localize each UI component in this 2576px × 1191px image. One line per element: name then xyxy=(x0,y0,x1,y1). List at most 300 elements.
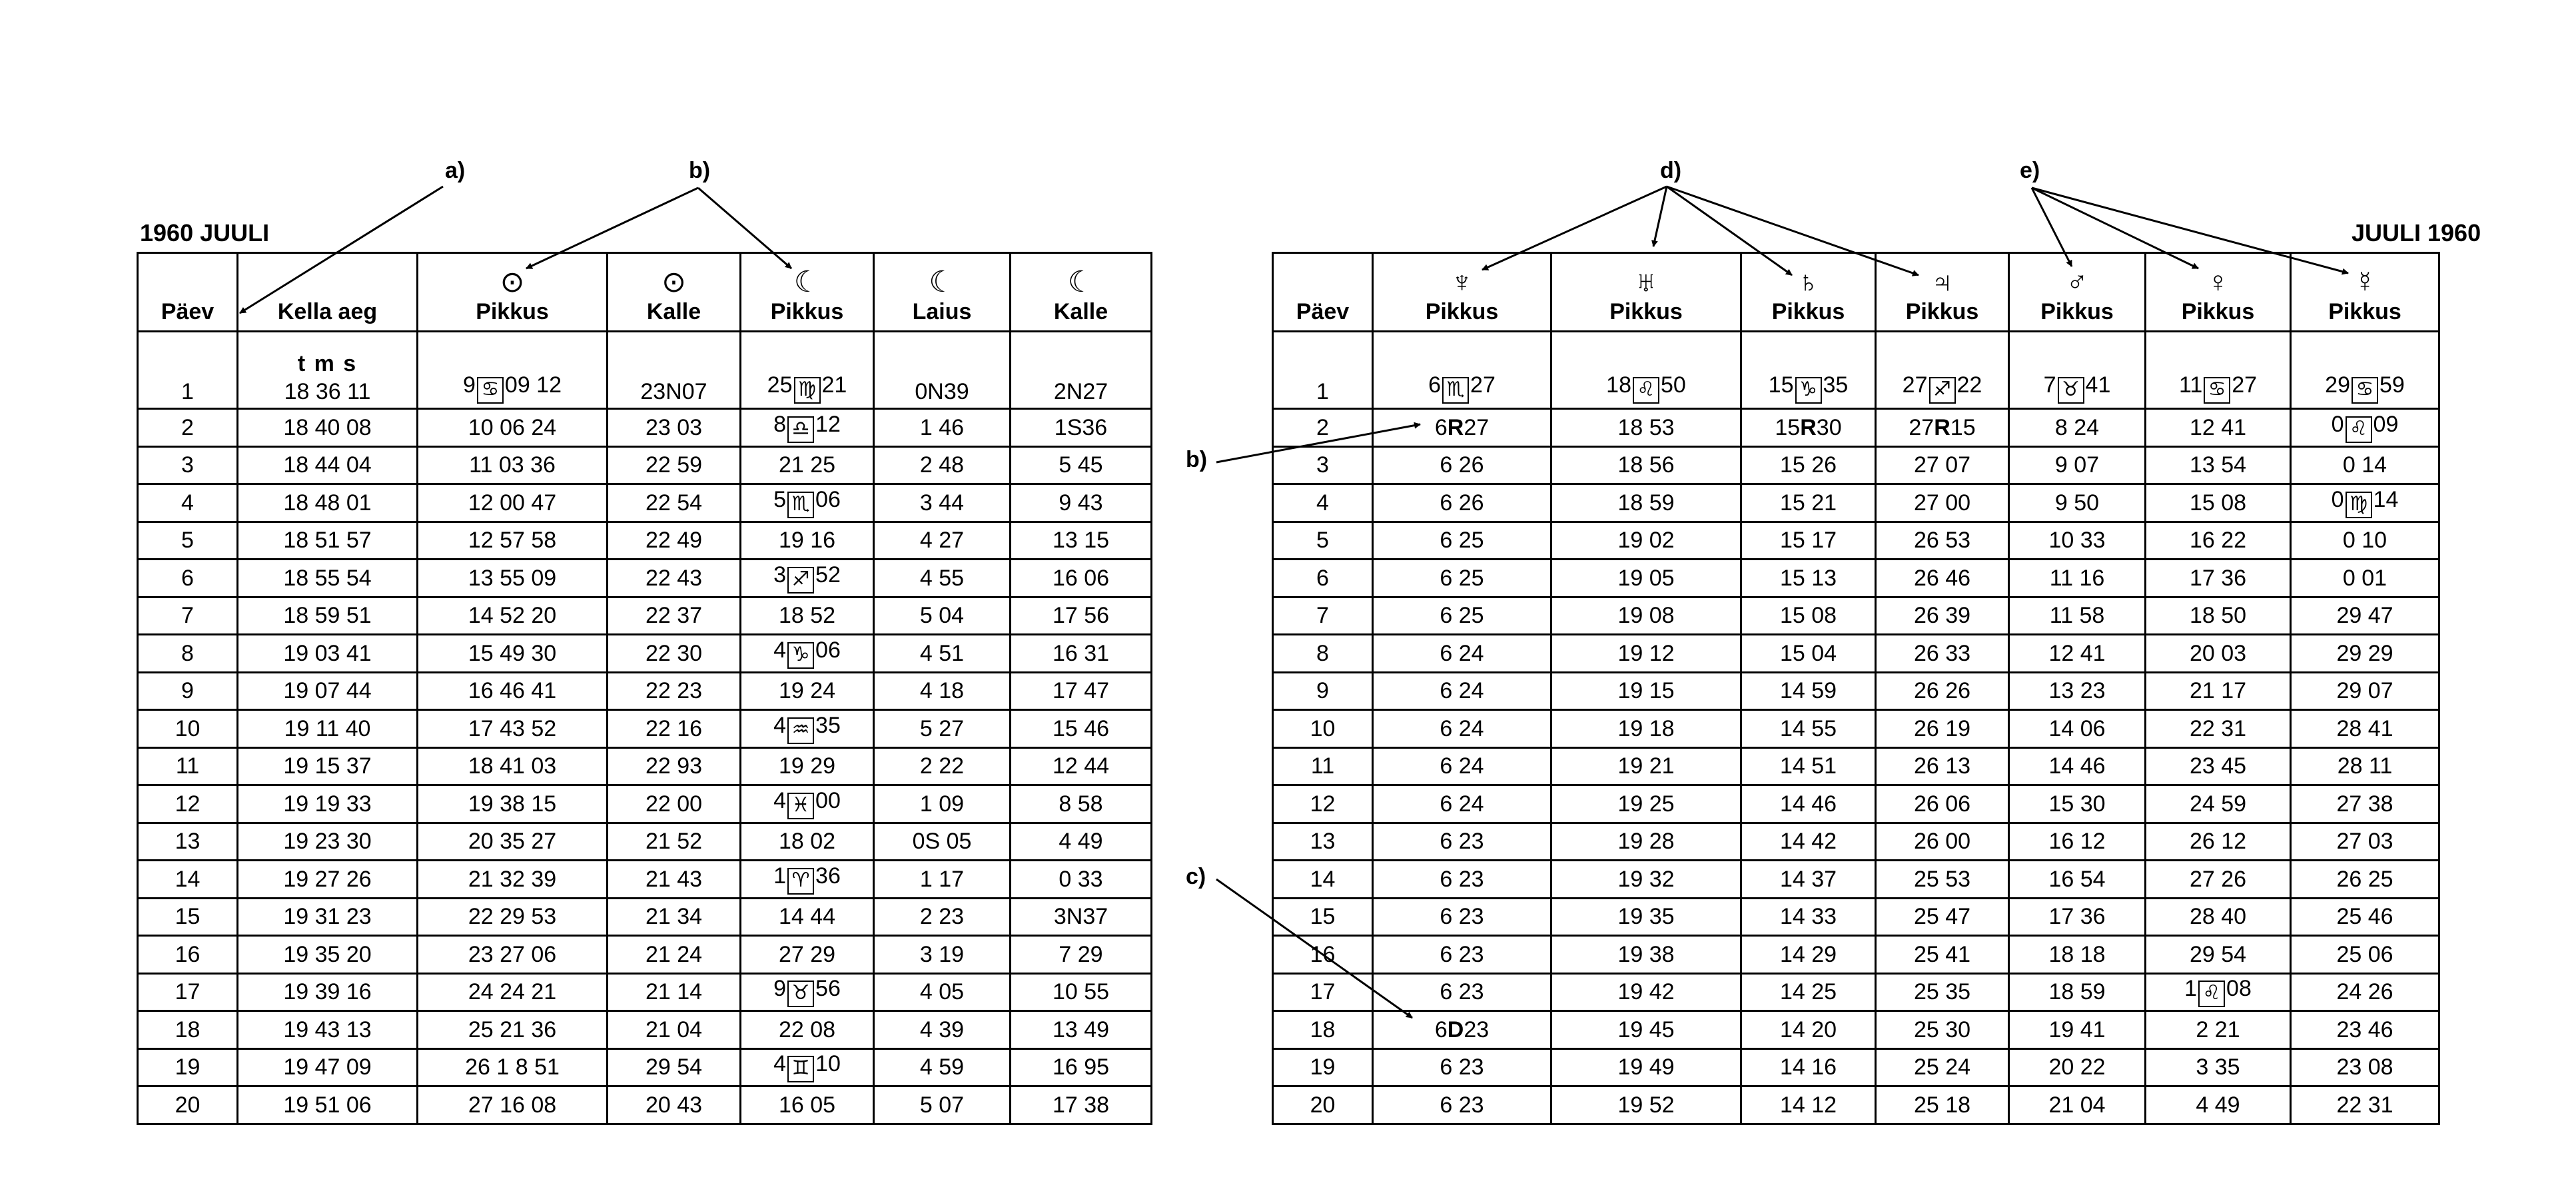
zodiac-sign-icon: ♑ xyxy=(1795,377,1822,404)
right-cell: 6 23 xyxy=(1373,898,1551,936)
right-cell: 4 49 xyxy=(2146,1086,2291,1124)
left-cell: 16 46 41 xyxy=(418,672,608,710)
left-cell: 1S36 xyxy=(1011,409,1152,447)
right-cell: 6 23 xyxy=(1373,1086,1551,1124)
left-cell: 18 xyxy=(138,1011,238,1049)
right-cell: 26 26 xyxy=(1876,672,2009,710)
left-cell: 3 ♐ 52 xyxy=(741,560,874,597)
right-cell: 12 xyxy=(1273,785,1373,823)
left-cell: 21 25 xyxy=(741,446,874,484)
left-cell: 24 24 21 xyxy=(418,973,608,1011)
left-cell: 2 48 xyxy=(874,446,1011,484)
left-cell: 22 37 xyxy=(608,597,741,635)
zodiac-sign-icon: ♋ xyxy=(2352,377,2378,404)
left-cell: 22 16 xyxy=(608,710,741,748)
right-table-title: JUULI 1960 xyxy=(2352,219,2481,246)
zodiac-sign-icon: ♈ xyxy=(787,868,814,895)
left-cell: 2N27 xyxy=(1011,332,1152,409)
right-cell: 1 ♌ 08 xyxy=(2146,973,2291,1011)
left-cell: 7 xyxy=(138,597,238,635)
left-cell: 4 ♑ 06 xyxy=(741,635,874,673)
left-cell: 14 52 20 xyxy=(418,597,608,635)
left-cell: 15 xyxy=(138,898,238,936)
right-cell: 11 16 xyxy=(2009,560,2146,597)
left-cell: 1 46 xyxy=(874,409,1011,447)
right-cell: 15 13 xyxy=(1741,560,1876,597)
left-cell: 12 00 47 xyxy=(418,484,608,522)
left-cell: 19 43 13 xyxy=(238,1011,418,1049)
left-cell: 21 43 xyxy=(608,861,741,899)
right-cell: 6 25 xyxy=(1373,597,1551,635)
right-cell: 3 xyxy=(1273,446,1373,484)
zodiac-sign-icon: ♏ xyxy=(787,492,814,518)
left-cell: 19 27 26 xyxy=(238,861,418,899)
left-cell: 17 38 xyxy=(1011,1086,1152,1124)
right-cell: 25 18 xyxy=(1876,1086,2009,1124)
right-cell: 19 21 xyxy=(1551,747,1741,785)
right-cell: 9 07 xyxy=(2009,446,2146,484)
left-cell: 19 07 44 xyxy=(238,672,418,710)
right-cell: 19 35 xyxy=(1551,898,1741,936)
zodiac-sign-icon: ♌ xyxy=(1633,377,1659,404)
right-cell: 6 24 xyxy=(1373,747,1551,785)
arrow-d-saturn xyxy=(1667,187,1792,275)
left-cell: 19 11 40 xyxy=(238,710,418,748)
left-cell: 21 34 xyxy=(608,898,741,936)
callout-b-right: b) xyxy=(1186,447,1208,472)
left-cell: 4 xyxy=(138,484,238,522)
right-cell: 14 25 xyxy=(1741,973,1876,1011)
right-cell: 27 03 xyxy=(2291,823,2439,861)
planet-symbol-icon: ♄ xyxy=(1797,266,1819,298)
right-cell: 15 17 xyxy=(1741,522,1876,560)
right-cell: 28 40 xyxy=(2146,898,2291,936)
left-cell: 19 31 23 xyxy=(238,898,418,936)
planet-symbol-icon: ☿ xyxy=(2354,266,2376,298)
arrow-d-neptune xyxy=(1482,187,1667,270)
left-cell: 19 03 41 xyxy=(238,635,418,673)
callout-d: d) xyxy=(1660,158,1682,183)
zodiac-sign-icon: ♌ xyxy=(2346,416,2372,443)
right-cell: 6R27 xyxy=(1373,409,1551,447)
left-cell: 23 27 06 xyxy=(418,936,608,974)
left-cell: 19 39 16 xyxy=(238,973,418,1011)
left-cell: 4 ♒ 35 xyxy=(741,710,874,748)
column-header-label: Pikkus xyxy=(2181,299,2255,324)
left-cell: 3 xyxy=(138,446,238,484)
right-cell: 10 xyxy=(1273,710,1373,748)
right-cell: 18 xyxy=(1273,1011,1373,1049)
right-cell: 15R30 xyxy=(1741,409,1876,447)
zodiac-sign-icon: ♐ xyxy=(787,567,814,594)
right-cell: 14 59 xyxy=(1741,672,1876,710)
right-cell: 19 xyxy=(1273,1048,1373,1086)
column-header-label: Kalle xyxy=(646,299,701,324)
left-cell: 17 56 xyxy=(1011,597,1152,635)
left-cell: 18 55 54 xyxy=(238,560,418,597)
right-cell: 18 18 xyxy=(2009,936,2146,974)
right-cell: 9 50 xyxy=(2009,484,2146,522)
column-header-label: Kella aeg xyxy=(277,299,378,324)
left-cell: 22 93 xyxy=(608,747,741,785)
arrow-b-sun xyxy=(526,188,698,268)
right-cell: 19 49 xyxy=(1551,1048,1741,1086)
left-cell: 22 54 xyxy=(608,484,741,522)
right-cell: 26 46 xyxy=(1876,560,2009,597)
left-cell: 27 29 xyxy=(741,936,874,974)
left-cell: 8 58 xyxy=(1011,785,1152,823)
right-cell: 29 47 xyxy=(2291,597,2439,635)
zodiac-sign-icon: ♓ xyxy=(787,793,814,819)
right-cell: 17 36 xyxy=(2009,898,2146,936)
right-cell: 20 22 xyxy=(2009,1048,2146,1086)
arrow-e-mercury xyxy=(2032,188,2348,273)
right-cell: 12 41 xyxy=(2146,409,2291,447)
right-cell: 29 54 xyxy=(2146,936,2291,974)
left-cell: 18 44 04 xyxy=(238,446,418,484)
column-header-label: Pikkus xyxy=(2040,299,2114,324)
planet-symbol-icon: ♆ xyxy=(1451,266,1473,298)
zodiac-sign-icon: ♒ xyxy=(787,717,814,744)
left-cell: 2 22 xyxy=(874,747,1011,785)
right-cell: 6 26 xyxy=(1373,484,1551,522)
left-cell: 7 29 xyxy=(1011,936,1152,974)
arrow-d-uranus xyxy=(1653,187,1667,246)
right-cell: 13 xyxy=(1273,823,1373,861)
right-cell: 27 26 xyxy=(2146,861,2291,899)
left-cell: 0 33 xyxy=(1011,861,1152,899)
left-cell: 18 02 xyxy=(741,823,874,861)
left-cell: 1 ♈ 36 xyxy=(741,861,874,899)
right-cell: 14 xyxy=(1273,861,1373,899)
left-cell: 2 xyxy=(138,409,238,447)
right-cell: 26 53 xyxy=(1876,522,2009,560)
right-cell: 26 39 xyxy=(1876,597,2009,635)
left-cell: 12 xyxy=(138,785,238,823)
right-cell: 23 46 xyxy=(2291,1011,2439,1049)
right-cell: 6 23 xyxy=(1373,823,1551,861)
right-cell: 16 22 xyxy=(2146,522,2291,560)
zodiac-sign-icon: ♋ xyxy=(2204,377,2230,404)
right-cell: 6 23 xyxy=(1373,936,1551,974)
left-cell: 16 xyxy=(138,936,238,974)
right-cell: 25 30 xyxy=(1876,1011,2009,1049)
left-cell: 23N07 xyxy=(608,332,741,409)
callout-c: c) xyxy=(1186,864,1206,889)
right-cell: 22 31 xyxy=(2146,710,2291,748)
left-cell: 21 52 xyxy=(608,823,741,861)
right-cell: 19 45 xyxy=(1551,1011,1741,1049)
right-cell: 0 01 xyxy=(2291,560,2439,597)
planet-symbol-icon: ♂ xyxy=(2066,266,2088,298)
right-cell: 27 00 xyxy=(1876,484,2009,522)
left-cell: 23 03 xyxy=(608,409,741,447)
left-cell: 13 49 xyxy=(1011,1011,1152,1049)
right-cell: 16 12 xyxy=(2009,823,2146,861)
right-cell: 15 xyxy=(1273,898,1373,936)
left-cell: 27 16 08 xyxy=(418,1086,608,1124)
right-cell: 14 51 xyxy=(1741,747,1876,785)
left-cell: 22 43 xyxy=(608,560,741,597)
zodiac-sign-icon: ♐ xyxy=(1929,377,1956,404)
left-cell: 1 09 xyxy=(874,785,1011,823)
right-cell: 25 47 xyxy=(1876,898,2009,936)
left-cell: 9 xyxy=(138,672,238,710)
right-cell: 15 08 xyxy=(1741,597,1876,635)
right-cell: 14 33 xyxy=(1741,898,1876,936)
right-cell: 26 00 xyxy=(1876,823,2009,861)
left-cell: 14 xyxy=(138,861,238,899)
right-cell: 19 05 xyxy=(1551,560,1741,597)
right-cell: 27 07 xyxy=(1876,446,2009,484)
left-cell: 19 38 15 xyxy=(418,785,608,823)
right-cell: 0 10 xyxy=(2291,522,2439,560)
callout-b-left: b) xyxy=(689,158,711,183)
right-cell: 6 24 xyxy=(1373,672,1551,710)
column-header-label: Pikkus xyxy=(1905,299,1979,324)
right-cell: 8 xyxy=(1273,635,1373,673)
left-cell: 19 35 20 xyxy=(238,936,418,974)
left-cell: 21 04 xyxy=(608,1011,741,1049)
right-cell: 15 21 xyxy=(1741,484,1876,522)
right-cell: 24 59 xyxy=(2146,785,2291,823)
right-cell: 16 xyxy=(1273,936,1373,974)
left-cell: 3 19 xyxy=(874,936,1011,974)
left-cell: 4 ♓ 00 xyxy=(741,785,874,823)
left-cell: 9 ♋ 09 12 xyxy=(418,332,608,409)
left-cell: 4 05 xyxy=(874,973,1011,1011)
right-cell: 13 54 xyxy=(2146,446,2291,484)
right-cell: 14 16 xyxy=(1741,1048,1876,1086)
left-cell: 4 39 xyxy=(874,1011,1011,1049)
arrow-e-mars xyxy=(2032,188,2072,266)
callout-a: a) xyxy=(445,158,466,183)
left-cell: 20 xyxy=(138,1086,238,1124)
left-cell: 18 59 51 xyxy=(238,597,418,635)
left-cell: 16 95 xyxy=(1011,1048,1152,1086)
right-cell: 24 26 xyxy=(2291,973,2439,1011)
right-cell: 14 37 xyxy=(1741,861,1876,899)
left-cell: 19 51 06 xyxy=(238,1086,418,1124)
left-cell: 20 35 27 xyxy=(418,823,608,861)
left-cell: 11 xyxy=(138,747,238,785)
planet-symbol-icon: ♅ xyxy=(1635,266,1657,298)
left-cell: 8 xyxy=(138,635,238,673)
left-cell: 18 51 57 xyxy=(238,522,418,560)
right-cell: 27R15 xyxy=(1876,409,2009,447)
right-cell: 6 23 xyxy=(1373,973,1551,1011)
right-cell: 6 25 xyxy=(1373,522,1551,560)
left-cell: 3 44 xyxy=(874,484,1011,522)
left-cell: 1 xyxy=(138,332,238,409)
left-cell: 4 51 xyxy=(874,635,1011,673)
left-cell: 22 30 xyxy=(608,635,741,673)
right-cell: 11 58 xyxy=(2009,597,2146,635)
right-cell: 7 ♉ 41 xyxy=(2009,332,2146,409)
right-cell: 19 08 xyxy=(1551,597,1741,635)
time-units-label: t m s xyxy=(297,351,358,376)
right-cell: 0 ♍ 14 xyxy=(2291,484,2439,522)
right-cell: 19 42 xyxy=(1551,973,1741,1011)
left-cell: 4 ♊ 10 xyxy=(741,1048,874,1086)
right-cell: 19 38 xyxy=(1551,936,1741,974)
left-cell: 22 59 xyxy=(608,446,741,484)
left-cell: 5 04 xyxy=(874,597,1011,635)
column-header-label: Kalle xyxy=(1053,299,1108,324)
right-cell: 0 14 xyxy=(2291,446,2439,484)
right-cell: 28 11 xyxy=(2291,747,2439,785)
right-cell: 19 15 xyxy=(1551,672,1741,710)
right-cell: 19 41 xyxy=(2009,1011,2146,1049)
left-cell: 18 48 01 xyxy=(238,484,418,522)
right-cell: 8 24 xyxy=(2009,409,2146,447)
arrow-b-moon xyxy=(698,188,791,268)
column-header-label: Päev xyxy=(161,299,215,324)
left-cell: 19 xyxy=(138,1048,238,1086)
right-cell: 25 35 xyxy=(1876,973,2009,1011)
callout-e: e) xyxy=(2020,158,2040,183)
right-cell: 15 ♑ 35 xyxy=(1741,332,1876,409)
column-header-label: Pikkus xyxy=(1771,299,1845,324)
left-cell: 25 21 36 xyxy=(418,1011,608,1049)
right-cell: 6 26 xyxy=(1373,446,1551,484)
right-cell: 20 03 xyxy=(2146,635,2291,673)
right-cell: 18 53 xyxy=(1551,409,1741,447)
left-cell: 15 46 xyxy=(1011,710,1152,748)
planet-symbol-icon: ⊙ xyxy=(500,266,525,298)
left-cell: 19 23 30 xyxy=(238,823,418,861)
right-cell: 6 24 xyxy=(1373,635,1551,673)
right-cell: 6 ♏ 27 xyxy=(1373,332,1551,409)
right-cell: 10 33 xyxy=(2009,522,2146,560)
left-cell: 14 44 xyxy=(741,898,874,936)
right-cell: 26 25 xyxy=(2291,861,2439,899)
right-cell: 29 29 xyxy=(2291,635,2439,673)
right-cell: 26 19 xyxy=(1876,710,2009,748)
left-cell: 9 43 xyxy=(1011,484,1152,522)
left-cell: 26 1 8 51 xyxy=(418,1048,608,1086)
zodiac-sign-icon: ♉ xyxy=(2058,377,2084,404)
right-cell: 15 04 xyxy=(1741,635,1876,673)
right-cell: 14 20 xyxy=(1741,1011,1876,1049)
planet-symbol-icon: ☾ xyxy=(1067,266,1094,298)
left-cell: 20 43 xyxy=(608,1086,741,1124)
left-cell: 12 57 58 xyxy=(418,522,608,560)
left-cell: 19 15 37 xyxy=(238,747,418,785)
left-cell: 21 32 39 xyxy=(418,861,608,899)
left-cell: 25 ♍ 21 xyxy=(741,332,874,409)
right-cell: 6 23 xyxy=(1373,1048,1551,1086)
right-cell: 25 53 xyxy=(1876,861,2009,899)
left-cell: 16 06 xyxy=(1011,560,1152,597)
right-cell: 5 xyxy=(1273,522,1373,560)
right-cell: 16 54 xyxy=(2009,861,2146,899)
right-cell: 27 38 xyxy=(2291,785,2439,823)
left-cell: 2 23 xyxy=(874,898,1011,936)
zodiac-sign-icon: ♎ xyxy=(787,416,814,443)
left-cell: 13 xyxy=(138,823,238,861)
right-cell: 25 41 xyxy=(1876,936,2009,974)
right-cell: 14 55 xyxy=(1741,710,1876,748)
zodiac-sign-icon: ♍ xyxy=(794,377,821,404)
left-cell: 4 59 xyxy=(874,1048,1011,1086)
left-cell: 4 55 xyxy=(874,560,1011,597)
left-cell: 17 xyxy=(138,973,238,1011)
zodiac-sign-icon: ♌ xyxy=(2198,981,2225,1007)
left-cell: 16 05 xyxy=(741,1086,874,1124)
right-cell: 9 xyxy=(1273,672,1373,710)
left-cell: 19 29 xyxy=(741,747,874,785)
right-cell: 25 24 xyxy=(1876,1048,2009,1086)
right-cell: 14 29 xyxy=(1741,936,1876,974)
left-cell: 21 24 xyxy=(608,936,741,974)
left-cell: 19 24 xyxy=(741,672,874,710)
right-cell: 19 18 xyxy=(1551,710,1741,748)
left-cell: 18 41 03 xyxy=(418,747,608,785)
left-cell: 22 49 xyxy=(608,522,741,560)
right-cell: 19 25 xyxy=(1551,785,1741,823)
left-cell: 16 31 xyxy=(1011,635,1152,673)
right-cell: 14 42 xyxy=(1741,823,1876,861)
left-cell: 19 16 xyxy=(741,522,874,560)
left-cell: 18 52 xyxy=(741,597,874,635)
right-cell: 20 xyxy=(1273,1086,1373,1124)
column-header-label: Laius xyxy=(912,299,972,324)
left-cell: 10 xyxy=(138,710,238,748)
left-cell: 22 29 53 xyxy=(418,898,608,936)
left-cell: 29 54 xyxy=(608,1048,741,1086)
column-header-label: Päev xyxy=(1296,299,1350,324)
right-cell: 14 46 xyxy=(2009,747,2146,785)
planet-symbol-icon: ☾ xyxy=(793,266,821,298)
left-cell: t m s 18 36 11 xyxy=(238,332,418,409)
planet-symbol-icon: ♀ xyxy=(2207,266,2229,298)
right-cell: 18 50 xyxy=(2146,597,2291,635)
left-cell: 19 19 33 xyxy=(238,785,418,823)
zodiac-sign-icon: ♑ xyxy=(787,642,814,669)
left-cell: 21 14 xyxy=(608,973,741,1011)
right-cell: 25 46 xyxy=(2291,898,2439,936)
zodiac-sign-icon: ♏ xyxy=(1442,377,1469,404)
left-cell: 5 45 xyxy=(1011,446,1152,484)
right-cell: 13 23 xyxy=(2009,672,2146,710)
planet-symbol-icon: ⊙ xyxy=(661,266,686,298)
left-cell: 4 49 xyxy=(1011,823,1152,861)
right-cell: 19 12 xyxy=(1551,635,1741,673)
right-cell: 29 07 xyxy=(2291,672,2439,710)
left-cell: 0N39 xyxy=(874,332,1011,409)
right-cell: 11 ♋ 27 xyxy=(2146,332,2291,409)
right-cell: 29 ♋ 59 xyxy=(2291,332,2439,409)
left-cell: 13 55 09 xyxy=(418,560,608,597)
right-cell: 26 06 xyxy=(1876,785,2009,823)
left-cell: 13 15 xyxy=(1011,522,1152,560)
right-cell: 14 46 xyxy=(1741,785,1876,823)
left-cell: 17 47 xyxy=(1011,672,1152,710)
left-cell: 15 49 30 xyxy=(418,635,608,673)
left-cell: 4 18 xyxy=(874,672,1011,710)
right-cell: 6 25 xyxy=(1373,560,1551,597)
right-cell: 26 12 xyxy=(2146,823,2291,861)
right-cell: 25 06 xyxy=(2291,936,2439,974)
right-cell: 23 08 xyxy=(2291,1048,2439,1086)
planet-symbol-icon: ☾ xyxy=(929,266,955,298)
right-cell: 2 xyxy=(1273,409,1373,447)
left-cell: 12 44 xyxy=(1011,747,1152,785)
left-cell: 10 55 xyxy=(1011,973,1152,1011)
right-cell: 2 21 xyxy=(2146,1011,2291,1049)
right-cell: 1 xyxy=(1273,332,1373,409)
